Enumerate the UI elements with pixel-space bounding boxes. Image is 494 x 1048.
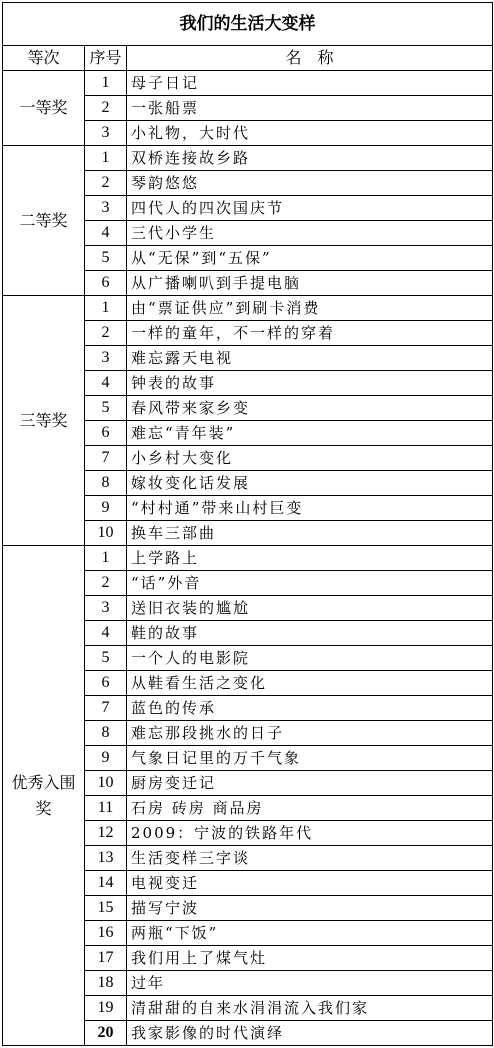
item-name: 春风带来家乡变 bbox=[127, 396, 493, 421]
item-name: “话”外音 bbox=[127, 571, 493, 596]
item-number: 1 bbox=[85, 146, 127, 171]
item-number: 9 bbox=[85, 746, 127, 771]
item-number: 1 bbox=[85, 296, 127, 321]
item-number: 7 bbox=[85, 696, 127, 721]
item-number: 15 bbox=[85, 896, 127, 921]
item-number: 3 bbox=[85, 196, 127, 221]
item-number: 6 bbox=[85, 271, 127, 296]
item-name: 我家影像的时代演绎 bbox=[127, 1021, 493, 1046]
item-number: 5 bbox=[85, 396, 127, 421]
table-row bbox=[3, 71, 493, 96]
item-name: 我们用上了煤气灶 bbox=[127, 946, 493, 971]
item-number: 7 bbox=[85, 446, 127, 471]
item-name: 鞋的故事 bbox=[127, 621, 493, 646]
item-number: 8 bbox=[85, 721, 127, 746]
item-name: 小乡村大变化 bbox=[127, 446, 493, 471]
item-name: 一样的童年，不一样的穿着 bbox=[127, 321, 493, 346]
item-number: 5 bbox=[85, 246, 127, 271]
item-name: 清甜甜的自来水涓涓流入我们家 bbox=[127, 996, 493, 1021]
item-name: 石房 砖房 商品房 bbox=[127, 796, 493, 821]
page-title: 我们的生活大变样 bbox=[3, 3, 493, 46]
item-name: 小礼物，大时代 bbox=[127, 121, 493, 146]
item-number: 2 bbox=[85, 96, 127, 121]
item-name: 电视变迁 bbox=[127, 871, 493, 896]
item-name: 描写宁波 bbox=[127, 896, 493, 921]
item-name: “村村通”带来山村巨变 bbox=[127, 496, 493, 521]
item-name: 从“无保”到“五保” bbox=[127, 246, 493, 271]
award-level: 二等奖 bbox=[3, 146, 85, 296]
item-name: 上学路上 bbox=[127, 546, 493, 571]
item-number: 2 bbox=[85, 571, 127, 596]
item-number: 8 bbox=[85, 471, 127, 496]
item-name: 从鞋看生活之变化 bbox=[127, 671, 493, 696]
item-name: 四代人的四次国庆节 bbox=[127, 196, 493, 221]
award-sheet bbox=[2, 2, 492, 1046]
item-name: 琴韵悠悠 bbox=[127, 171, 493, 196]
item-number: 3 bbox=[85, 596, 127, 621]
item-name: 母子日记 bbox=[127, 71, 493, 96]
item-name: 蓝色的传承 bbox=[127, 696, 493, 721]
item-name: 由“票证供应”到刷卡消费 bbox=[127, 296, 493, 321]
item-name: 两瓶“下饭” bbox=[127, 921, 493, 946]
item-number: 3 bbox=[85, 346, 127, 371]
item-number: 13 bbox=[85, 846, 127, 871]
item-name: 过年 bbox=[127, 971, 493, 996]
item-number: 2 bbox=[85, 171, 127, 196]
item-number: 4 bbox=[85, 221, 127, 246]
item-number: 1 bbox=[85, 71, 127, 96]
item-number: 9 bbox=[85, 496, 127, 521]
header-row bbox=[3, 46, 493, 71]
table-row bbox=[3, 546, 493, 571]
item-name: 三代小学生 bbox=[127, 221, 493, 246]
item-name: 难忘“青年装” bbox=[127, 421, 493, 446]
item-number: 12 bbox=[85, 821, 127, 846]
item-number: 4 bbox=[85, 371, 127, 396]
item-name: 厨房变迁记 bbox=[127, 771, 493, 796]
item-number: 20 bbox=[85, 1021, 127, 1046]
item-number: 3 bbox=[85, 121, 127, 146]
table-row bbox=[3, 146, 493, 171]
header-level: 等次 bbox=[3, 46, 85, 71]
item-name: 气象日记里的万千气象 bbox=[127, 746, 493, 771]
item-name: 双桥连接故乡路 bbox=[127, 146, 493, 171]
award-level: 优秀入围奖 bbox=[3, 546, 85, 1046]
item-number: 5 bbox=[85, 646, 127, 671]
item-name: 一张船票 bbox=[127, 96, 493, 121]
item-number: 18 bbox=[85, 971, 127, 996]
item-name: 难忘那段挑水的日子 bbox=[127, 721, 493, 746]
award-level: 一等奖 bbox=[3, 71, 85, 146]
item-number: 10 bbox=[85, 521, 127, 546]
table-row bbox=[3, 296, 493, 321]
item-number: 11 bbox=[85, 796, 127, 821]
item-name: 送旧衣装的尴尬 bbox=[127, 596, 493, 621]
item-name: 2009：宁波的铁路年代 bbox=[127, 821, 493, 846]
item-name: 钟表的故事 bbox=[127, 371, 493, 396]
item-name: 生活变样三字谈 bbox=[127, 846, 493, 871]
award-level: 三等奖 bbox=[3, 296, 85, 546]
item-number: 17 bbox=[85, 946, 127, 971]
item-name: 难忘露天电视 bbox=[127, 346, 493, 371]
item-number: 19 bbox=[85, 996, 127, 1021]
item-name: 嫁妆变化话发展 bbox=[127, 471, 493, 496]
item-number: 10 bbox=[85, 771, 127, 796]
item-number: 6 bbox=[85, 421, 127, 446]
title-row bbox=[3, 3, 493, 46]
award-rows bbox=[3, 71, 493, 1046]
item-number: 4 bbox=[85, 621, 127, 646]
item-number: 16 bbox=[85, 921, 127, 946]
item-name: 一个人的电影院 bbox=[127, 646, 493, 671]
header-name: 名 称 bbox=[127, 46, 493, 71]
item-number: 1 bbox=[85, 546, 127, 571]
item-number: 2 bbox=[85, 321, 127, 346]
item-name: 换车三部曲 bbox=[127, 521, 493, 546]
item-name: 从广播喇叭到手提电脑 bbox=[127, 271, 493, 296]
award-table bbox=[2, 2, 493, 1046]
item-number: 6 bbox=[85, 671, 127, 696]
item-number: 14 bbox=[85, 871, 127, 896]
header-seq: 序号 bbox=[85, 46, 127, 71]
